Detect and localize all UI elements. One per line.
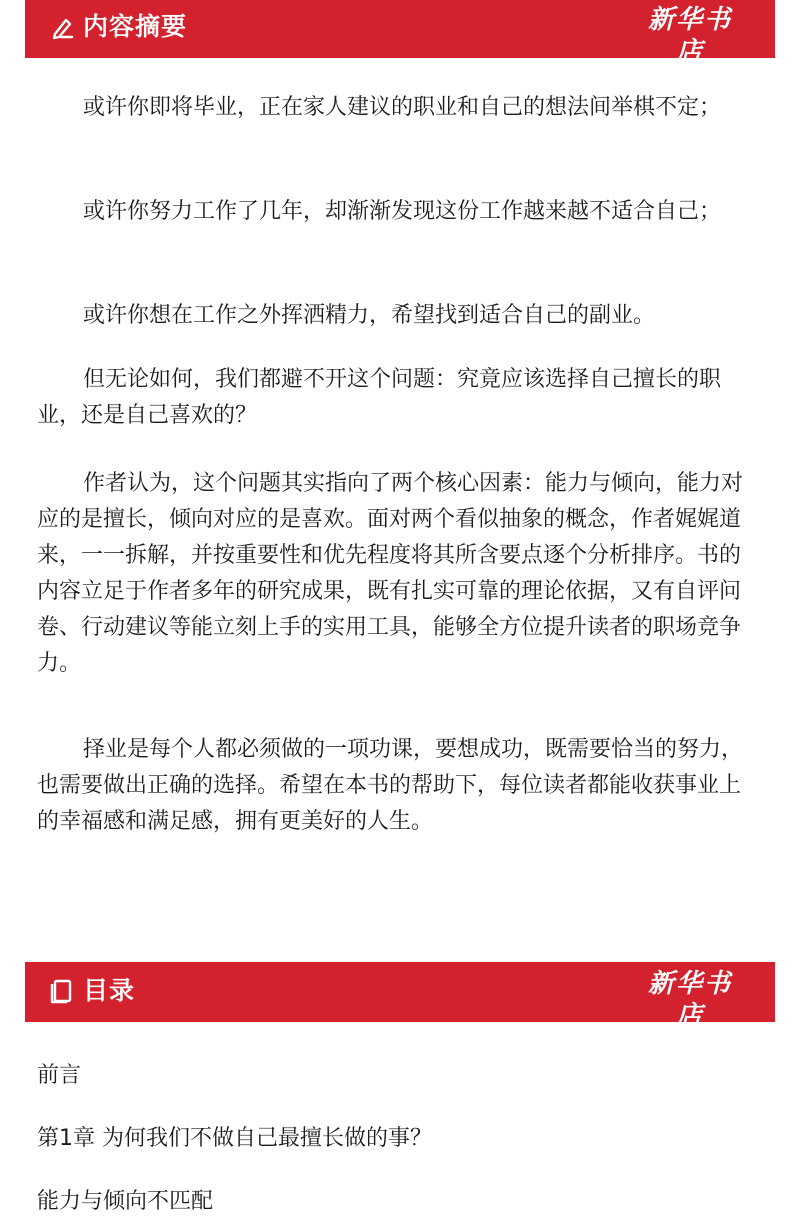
logo-chinese: 新华书店 — [647, 5, 732, 67]
xinhua-logo — [635, 968, 745, 1041]
summary-title: 内容摘要 — [83, 12, 188, 41]
toc-item-chapter-1[interactable]: 第1章 为何我们不做自己最擅长做的事？ — [37, 1126, 432, 1151]
toc-item-preface[interactable]: 前言 — [37, 1063, 82, 1088]
logo-english: XINHUA BOOKSTORE — [645, 1033, 735, 1041]
summary-paragraph: 或许你想在工作之外挥洒精力，希望找到适合自己的副业。 — [83, 303, 656, 328]
xinhua-logo — [635, 4, 745, 77]
summary-header — [25, 0, 775, 77]
summary-paragraph: 但无论如何，我们都避不开这个问题：究竟应该选择自己擅长的职业，还是自己喜欢的？ — [37, 367, 722, 428]
toc-item-section[interactable]: 能力与倾向不匹配 — [37, 1189, 214, 1214]
logo-english: XINHUA BOOKSTORE — [645, 69, 735, 77]
book-icon — [49, 978, 75, 1004]
logo-chinese: 新华书店 — [647, 969, 732, 1031]
summary-paragraph: 或许你努力工作了几年，却渐渐发现这份工作越来越不适合自己； — [83, 199, 722, 224]
summary-paragraph: 或许你即将毕业，正在家人建议的职业和自己的想法间举棋不定； — [83, 95, 722, 120]
summary-paragraph: 作者认为，这个问题其实指向了两个核心因素：能力与倾向，能力对应的是擅长，倾向对应的是喜欢。面对两个看似抽象的概念，作者娓娓道来，一一拆解，并按重要性和优先程度将其所含要点逐个分析排序。书的内容立足于作者多年的研究成果，既有扎实可靠的理论依据，又有自评问卷、行动建议等能立刻上手的实用工具，能够全方位提升读者的职场竞争力。 — [37, 471, 744, 676]
toc-title: 目录 — [83, 976, 136, 1005]
toc-header — [25, 962, 775, 1041]
summary-paragraph: 择业是每个人都必须做的一项功课，要想成功，既需要恰当的努力，也需要做出正确的选择。希望在本书的帮助下，每位读者都能收获事业上的幸福感和满足感，拥有更美好的人生。 — [37, 737, 744, 834]
edit-icon — [49, 14, 75, 40]
